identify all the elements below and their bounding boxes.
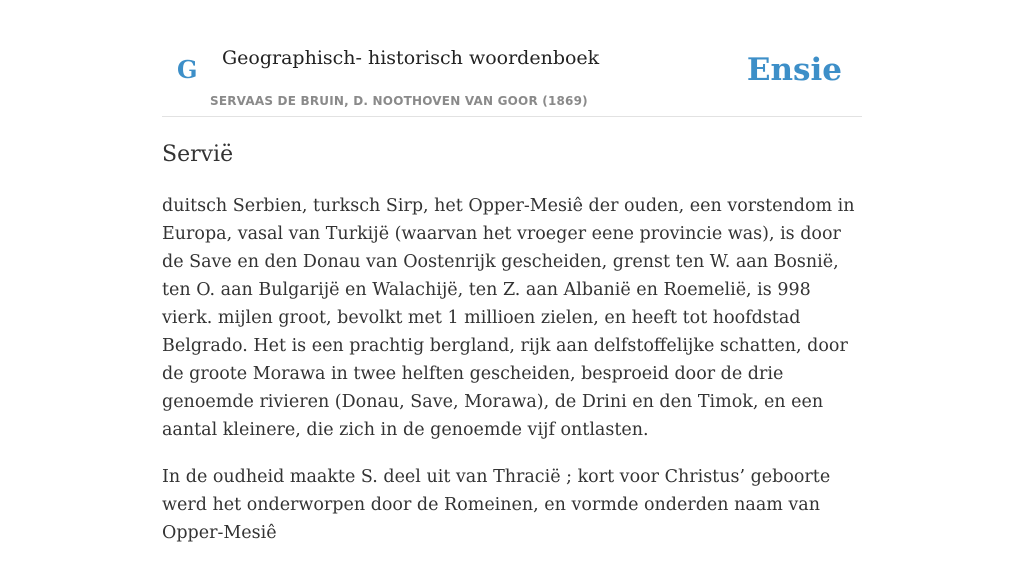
entry-paragraph-1: duitsch Serbien, turksch Sirp, het Opper-Mesiê der ouden, een vorstendom in Europa, vasal van Turkijë (waarvan het vroeger eene provincie was), is door de Save en den Donau van Oostenrijk gescheiden, grenst ten W. aan Bosnië, ten O. aan Bulgarijë en Walachijë, ten Z. aan Albanië en Roemelië, is 998 vierk. mijlen groot, bevolkt met 1 millioen zielen, en heeft tot hoofdstad Belgrado. Het is een prachtig bergland, rijk aan delfstoffelijke schatten, door de groote Morawa in twee helften gescheiden, besproeid door de drie genoemde rivieren (Donau, Save, Morawa), de Drini en den Timok, en een aantal kleinere, die zich in de genoemde vijf ontlasten. [162,196,855,440]
entry-title: Servië [162,142,234,167]
dictionary-logo-icon[interactable]: G [177,55,198,84]
ensie-brand-logo[interactable]: Ensie [746,52,842,88]
entry-body [162,192,862,566]
dictionary-title[interactable]: Geographisch- historisch woordenboek [222,47,600,69]
dictionary-header [162,0,862,117]
dictionary-authors: SERVAAS DE BRUIN, D. NOOTHOVEN VAN GOOR (1869) [210,94,588,108]
entry-paragraph-2: In de oudheid maakte S. deel uit van Thracië ; kort voor Christus’ geboorte werd het onderworpen door de Romeinen, en vormde onderden naam van Opper-Mesiê [162,467,831,543]
